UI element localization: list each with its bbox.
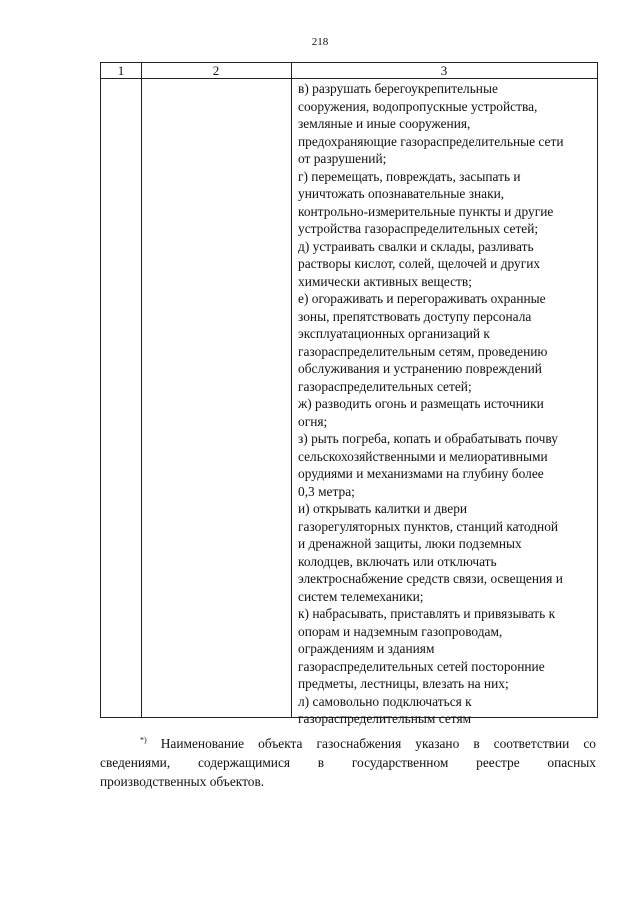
- table-text-line: газораспределительных сетей;: [298, 378, 472, 394]
- table-text-line: газораспределительным сетям: [298, 711, 472, 726]
- document-table: [100, 62, 598, 726]
- table-text-line: огня;: [298, 413, 328, 429]
- column-divider-2: [291, 63, 292, 717]
- column-header-2: 2: [212, 63, 220, 78]
- table-text-line: сооружения, водопропускные устройства,: [298, 98, 538, 114]
- table-text-line: з) рыть погреба, копать и обрабатывать почву: [298, 431, 558, 446]
- table-text-line: 0,3 метра;: [298, 483, 355, 499]
- table-text-line: г) перемещать, повреждать, засыпать и: [298, 168, 521, 184]
- table-text-line: зоны, препятствовать доступу персонала: [298, 308, 532, 324]
- column-header-3: 3: [440, 63, 448, 78]
- table-header-row: [101, 63, 597, 79]
- column-header-1: 1: [117, 63, 125, 78]
- table-text-line: и дренажной защиты, люки подземных: [298, 536, 522, 551]
- table-text-line: земляные и иные сооружения,: [298, 116, 471, 131]
- table-text-line: в) разрушать берегоукрепительные: [298, 81, 498, 96]
- table-text-line: растворы кислот, солей, щелочей и других: [298, 256, 541, 271]
- table-text-line: химически активных веществ;: [298, 273, 472, 289]
- footnote-line-2: сведениями, содержащимися в государственном реестре опасных: [100, 755, 596, 770]
- table-text-line: газорегуляторных пунктов, станций катодной: [298, 518, 559, 534]
- table-text-line: систем телемеханики;: [298, 588, 424, 604]
- page-number: 218: [311, 36, 329, 48]
- table-text-line: газораспределительным сетям, проведению: [298, 343, 548, 359]
- table-text-line: устройства газораспределительных сетей;: [298, 221, 539, 236]
- table-text-line: ограждениям и зданиям: [298, 641, 435, 656]
- table-text-line: л) самовольно подключаться к: [298, 693, 472, 709]
- table-text-line: газораспределительных сетей посторонние: [298, 658, 545, 674]
- table-text-line: сельскохозяйственными и мелиоративными: [298, 448, 548, 464]
- table-text-line: предохраняющие газораспределительные сети: [298, 133, 564, 149]
- footnote-marker: *): [140, 735, 147, 745]
- column-divider-1: [141, 63, 142, 717]
- table-text-line: электроснабжение средств связи, освещения и: [298, 571, 563, 586]
- table-text-line: е) огораживать и перегораживать охранные: [298, 291, 546, 306]
- table-text-line: обслуживания и устранению повреждений: [298, 361, 542, 376]
- footnote-text-1: Наименование объекта газоснабжения указано в соответствии со: [160, 736, 596, 751]
- table-text-line: д) устраивать свалки и склады, разливать: [298, 238, 534, 254]
- footnote-line-3: производственных объектов.: [100, 774, 265, 789]
- table-text-line: опорам и надземным газопроводам,: [298, 623, 503, 639]
- table-text-line: к) набрасывать, приставлять и привязывать к: [298, 606, 556, 621]
- table-text-line: ж) разводить огонь и размещать источники: [298, 396, 544, 411]
- footnote-line-1: [100, 734, 596, 753]
- table-text-line: контрольно-измерительные пункты и другие: [298, 203, 554, 219]
- table-text-line: эксплуатационных организаций к: [298, 326, 490, 341]
- table-text-line: предметы, лестницы, влезать на них;: [298, 676, 509, 691]
- table-text-line: и) открывать калитки и двери: [298, 501, 468, 516]
- column-3-content: [298, 80, 593, 728]
- footnote: [100, 734, 596, 791]
- table-text-line: уничтожать опознавательные знаки,: [298, 186, 505, 201]
- table-text-line: орудиями и механизмами на глубину более: [298, 466, 544, 481]
- table-text-line: от разрушений;: [298, 151, 387, 166]
- table-text-line: колодцев, включать или отключать: [298, 553, 497, 569]
